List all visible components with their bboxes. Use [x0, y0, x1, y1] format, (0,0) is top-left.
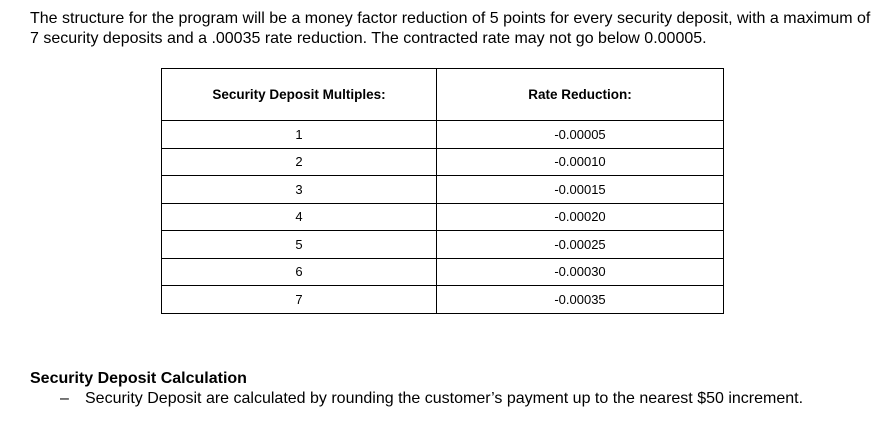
header-rate-reduction: Rate Reduction:	[437, 69, 724, 121]
multiple-cell: 7	[162, 286, 437, 314]
table-header-row	[162, 69, 724, 121]
multiple-cell: 1	[162, 121, 437, 149]
table-row	[162, 203, 724, 231]
rate-reduction-cell: -0.00030	[437, 258, 724, 286]
header-security-deposit-multiples: Security Deposit Multiples:	[162, 69, 437, 121]
security-deposit-table	[161, 68, 724, 314]
multiple-cell: 6	[162, 258, 437, 286]
rate-reduction-cell: -0.00025	[437, 231, 724, 259]
table-row	[162, 121, 724, 149]
rate-reduction-cell: -0.00035	[437, 286, 724, 314]
table-row	[162, 258, 724, 286]
multiple-cell: 3	[162, 176, 437, 204]
table-row	[162, 231, 724, 259]
table-row	[162, 176, 724, 204]
section-title: Security Deposit Calculation	[30, 370, 247, 387]
multiple-cell: 5	[162, 231, 437, 259]
rate-reduction-cell: -0.00015	[437, 176, 724, 204]
bullet-dash: –	[60, 390, 69, 407]
multiple-cell: 2	[162, 148, 437, 176]
rate-reduction-cell: -0.00005	[437, 121, 724, 149]
rate-reduction-cell: -0.00020	[437, 203, 724, 231]
table-row	[162, 148, 724, 176]
intro-paragraph: The structure for the program will be a money factor reduction of 5 points for every security deposit, with a maximum of 7 security deposits and a .00035 rate reduction. The contracted rate may not go below 0.00005.	[30, 10, 871, 47]
table-row	[162, 286, 724, 314]
rate-reduction-cell: -0.00010	[437, 148, 724, 176]
bullet-text: Security Deposit are calculated by rounding the customer’s payment up to the nearest $50 increment.	[85, 390, 804, 407]
multiple-cell: 4	[162, 203, 437, 231]
